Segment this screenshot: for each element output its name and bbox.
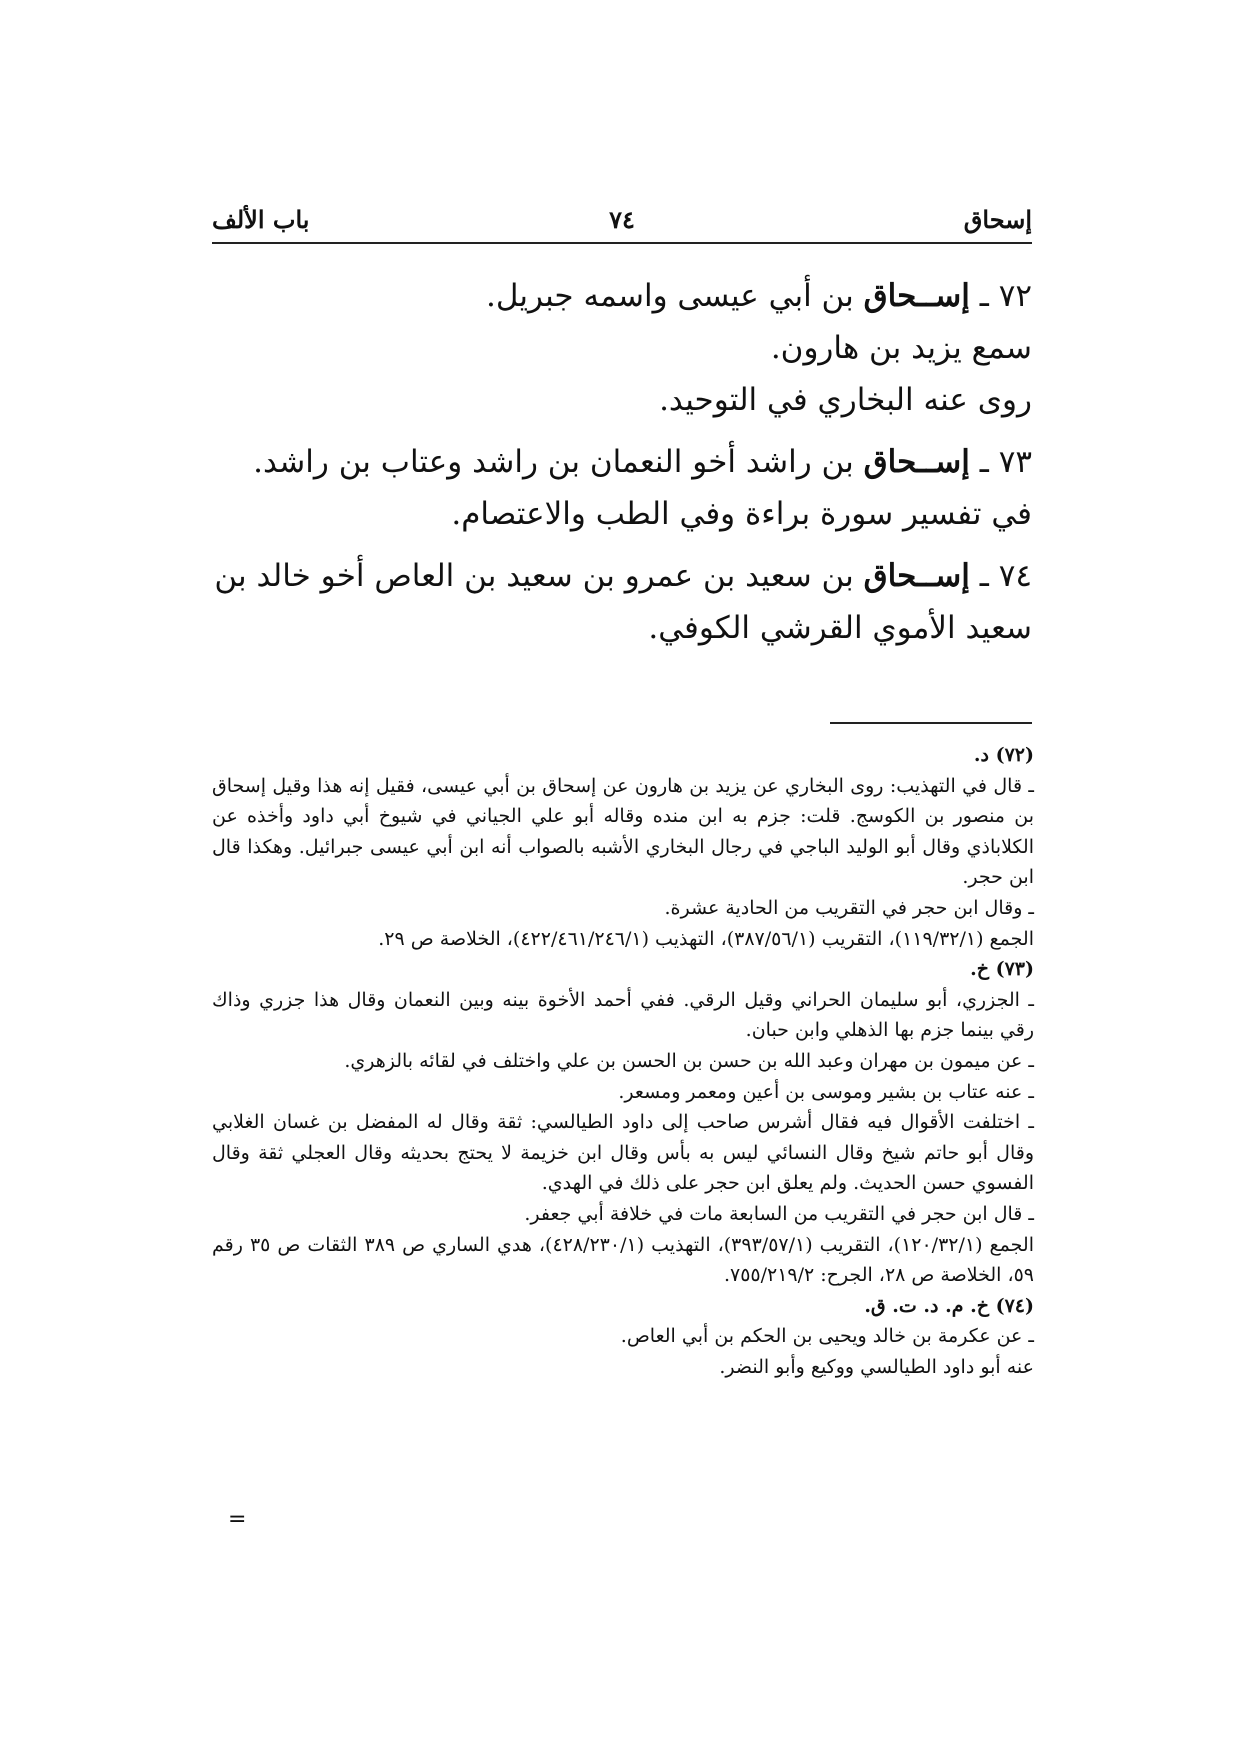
- entry-line: في تفسير سورة براءة وفي الطب والاعتصام.: [451, 496, 1032, 532]
- footnote-line: ـ قال في التهذيب: روى البخاري عن يزيد بن هارون عن إسحاق بن أبي عيسى، فقيل إنه هذا وقيل إسحاق بن منصور بن الكوسج. قلت: جزم به ابن منده وقاله أبو علي الجياني في شيوخ أبي داود وأخذه عن الكلاباذي وقال أبو الوليد الباجي في رجال البخاري الأشبه بالصواب أنه ابن أبي عيسى جبرائيل. وهكذا قال ابن حجر.: [212, 774, 1034, 889]
- entry-74: [212, 550, 1032, 654]
- footnote-line: ـ قال ابن حجر في التقريب من السابعة مات في خلافة أبي جعفر.: [524, 1202, 1034, 1225]
- footnote-line: ـ عنه عتاب بن بشير وموسى بن أعين ومعمر ومسعر.: [618, 1080, 1034, 1103]
- entry-name: إســحاق: [863, 444, 970, 480]
- footnote-line: ـ عن ميمون بن مهران وعبد الله بن حسن بن الحسن بن علي واختلف في لقائه بالزهري.: [344, 1049, 1034, 1072]
- entry-line: سمع يزيد بن هارون.: [770, 330, 1032, 366]
- footnote-line: ـ اختلفت الأقوال فيه فقال أشرس صاحب إلى داود الطيالسي: ثقة وقال له المفضل بن غسان الغلابي وقال أبو حاتم شيخ وقال النسائي ليس به بأس وقال ابن خزيمة لا يحتج بحديثه وقال العجلي ثقة وقال الفسوي حسن الحديث. ولم يعلق ابن حجر على ذلك في الهدي.: [212, 1111, 1034, 1195]
- footnote-73: [212, 954, 1034, 1291]
- footnote-head: (٧٤) خ. م. د. ت. ق.: [864, 1294, 1034, 1317]
- footnote-72: [212, 740, 1034, 954]
- continuation-mark: =: [228, 1507, 247, 1532]
- header-chapter-title: باب الألف: [212, 205, 310, 234]
- footnote-74: [212, 1291, 1034, 1383]
- entry-title-line: [212, 270, 1032, 322]
- entry-number: ٧٢ ـ: [979, 278, 1032, 314]
- footnote-line: عنه أبو داود الطيالسي ووكيع وأبو النضر.: [719, 1355, 1034, 1378]
- running-header: [212, 205, 1032, 241]
- entry-72: [212, 270, 1032, 426]
- header-entry-name: إسحاق: [963, 205, 1032, 234]
- entry-lineage: بن سعيد بن عمرو بن سعيد بن العاص أخو خالد بن سعيد الأموي القرشي الكوفي.: [214, 558, 1032, 646]
- footnote-head: (٧٣) خ.: [970, 958, 1034, 981]
- entry-name: إســحاق: [863, 558, 970, 594]
- entry-73: [212, 436, 1032, 540]
- footnotes: [212, 740, 1034, 1382]
- header-rule: [212, 242, 1032, 244]
- entry-title-line: [212, 550, 1032, 654]
- entry-number: ٧٤ ـ: [979, 558, 1032, 594]
- entry-title-line: [212, 436, 1032, 488]
- page-number: ٧٤: [609, 205, 635, 234]
- footnote-line: الجمع (١٢٠/٣٢/١)، التقريب (٣٩٣/٥٧/١)، التهذيب (٤٢٨/٢٣٠/١)، هدي الساري ص ٣٨٩ الثقات ص ٣٥ رقم ٥٩، الخلاصة ص ٢٨، الجرح: ٧٥٥/٢١٩/٢.: [212, 1233, 1034, 1287]
- entry-line: روى عنه البخاري في التوحيد.: [659, 382, 1032, 418]
- footnote-line: ـ عن عكرمة بن خالد ويحيى بن الحكم بن أبي العاص.: [620, 1325, 1034, 1348]
- entry-lineage: بن أبي عيسى واسمه جبريل.: [486, 278, 854, 314]
- footnote-separator: [830, 722, 1032, 724]
- footnote-line: ـ وقال ابن حجر في التقريب من الحادية عشرة.: [664, 896, 1034, 919]
- footnote-head: (٧٢) د.: [973, 744, 1034, 766]
- entry-name: إســحاق: [863, 278, 970, 314]
- entry-number: ٧٣ ـ: [979, 444, 1032, 480]
- footnote-line: الجمع (١١٩/٣٢/١)، التقريب (٣٨٧/٥٦/١)، التهذيب (٤٢٢/٤٦١/٢٤٦/١)، الخلاصة ص ٢٩.: [378, 927, 1034, 950]
- entry-lineage: بن راشد أخو النعمان بن راشد وعتاب بن راشد.: [253, 444, 854, 480]
- footnote-line: ـ الجزري، أبو سليمان الحراني وقيل الرقي. ففي أحمد الأخوة بينه وبين النعمان وقال هذا جزري وذاك رقي بينما جزم بها الذهلي وابن حبان.: [212, 988, 1034, 1042]
- main-text: [212, 270, 1032, 664]
